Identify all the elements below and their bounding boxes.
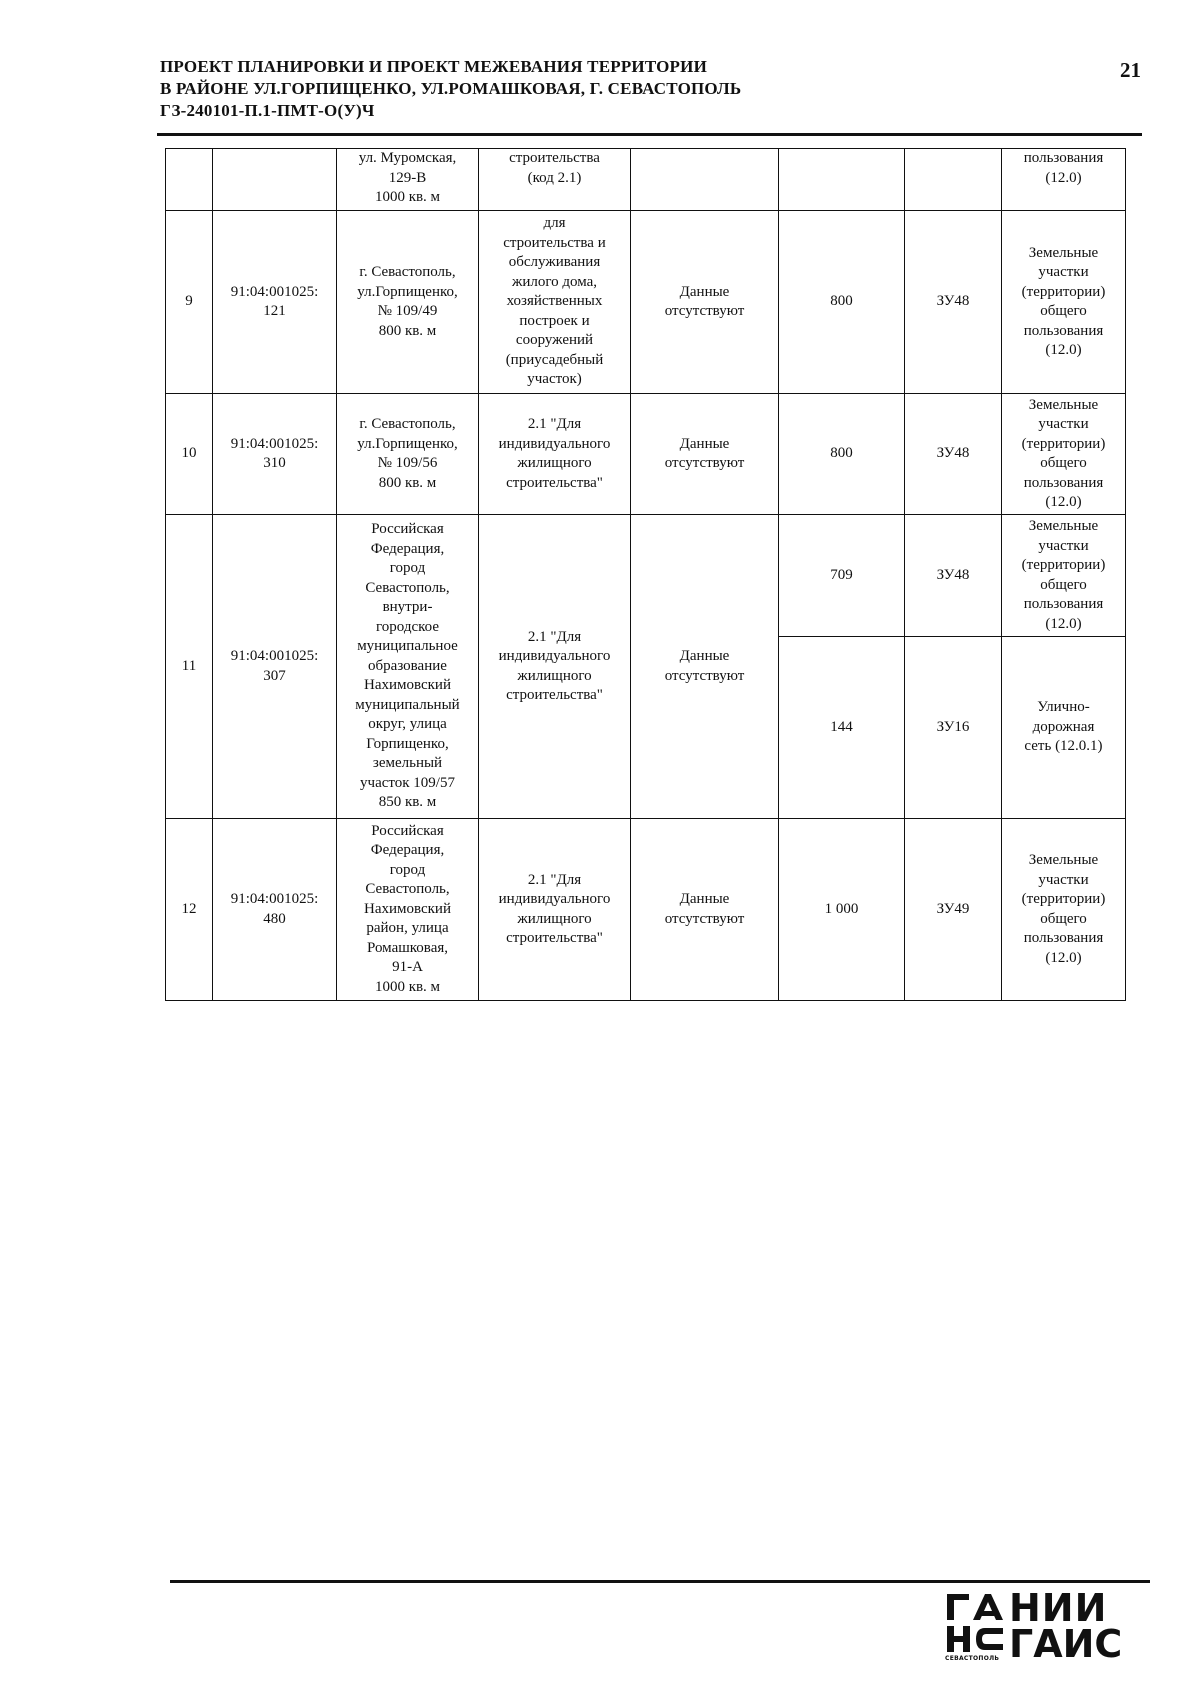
cell-num: 11 [166,515,213,819]
cell-line: 91:04:001025: [230,435,319,452]
cell-purpose [479,819,631,1001]
cell-line: 2.1 "Для [527,416,582,432]
cell-line: 800 кв. м [378,474,437,491]
cell-line: 91:04:001025: [230,891,319,907]
cell-line: пользования [1023,322,1104,339]
cell-line: Данные [679,435,730,452]
cell-line: г. Севастополь, [359,264,456,280]
cell-line: образование [368,657,447,674]
cell-line: (территории) [1021,435,1106,452]
cell-line: № 109/49 [377,303,438,319]
cell-line: 121 [263,303,286,319]
cell-line: участки [1038,416,1089,432]
cell-line: 850 кв. м [378,794,437,811]
land-plots-table [165,148,1126,1001]
cell-line: (код 2.1) [527,169,582,186]
cell-line: округ, улица [368,716,447,733]
cell-line: участки [1038,537,1089,554]
cell-line: 2.1 "Для [527,871,582,888]
cell-address [337,149,479,211]
cell-line: строительства" [506,687,603,703]
table-row [166,819,1126,1001]
cell-line: хозяйственных [506,293,603,310]
cell-line: участок) [527,371,582,388]
cell-line: (12.0) [1045,615,1082,632]
footer-divider [170,1580,1150,1583]
cell-zu: ЗУ48 [905,394,1002,515]
cell-address [337,394,479,515]
cell-address [337,211,479,394]
cell-line: (12.0) [1045,342,1082,358]
logo-subtitle: СЕВАСТОПОЛЬ [945,1655,1000,1662]
cell-line: строительства [509,150,600,166]
cell-line: 91-А [392,959,423,976]
nii-gais-logo [945,1586,1145,1667]
table-row [166,394,1126,515]
cell-line: жилищного [517,455,592,471]
cell-line: Улично- [1037,699,1090,716]
cell-line: пользования [1023,596,1104,612]
cell-category [1002,637,1126,819]
cell-zu: ЗУ48 [905,515,1002,637]
cell-line: участки [1038,871,1089,888]
logo-mark-icon [945,1592,1005,1662]
cell-line: 91:04:001025: [230,648,319,664]
cell-category [1002,211,1126,394]
cell-line: Севастополь, [365,881,450,898]
cell-line: 1000 кв. м [374,189,441,205]
cell-line: отсутствуют [664,303,745,319]
header-title-line-2: В РАЙОНЕ УЛ.ГОРПИЩЕНКО, УЛ.РОМАШКОВАЯ, Г. СЕВАСТОПОЛЬ [160,79,742,98]
cell-line: строительства и [503,234,606,251]
cell-line: пользования [1023,930,1104,946]
cell-line: ул. Муромская, [358,150,457,166]
cell-line: Севастополь, [365,579,450,596]
cell-line: 129-В [388,169,427,186]
cell-line: сооружений [515,332,594,349]
cell-num [166,149,213,211]
cell-num: 9 [166,211,213,394]
cell-zu: ЗУ16 [905,637,1002,819]
cell-area: 144 [779,637,905,819]
page-number: 21 [1120,58,1141,82]
cell-line: ул.Горпищенко, [357,435,458,452]
cell-line: общего [1040,303,1087,319]
cell-num: 12 [166,819,213,1001]
cell-rights [631,515,779,819]
cell-line: Нахимовский [363,900,451,917]
cell-category [1002,149,1126,211]
cell-line: Горпищенко, [366,735,449,752]
cell-purpose [479,211,631,394]
cell-line: отсутствуют [664,667,745,684]
cell-zu: ЗУ48 [905,211,1002,394]
table-row [166,515,1126,637]
cell-line: общего [1040,576,1087,593]
header-divider [157,133,1142,136]
cell-line: Ромашковая, [367,939,448,956]
cell-line: Российская [371,521,444,538]
cell-line: 800 кв. м [378,322,437,339]
cell-line: городское [375,618,439,635]
cell-line: индивидуального [498,648,611,664]
cell-line: Земельные [1028,518,1099,534]
cell-line: ул.Горпищенко, [357,283,458,300]
document-code: ГЗ-240101-П.1-ПМТ-О(У)Ч [160,101,375,120]
cell-line: участок 109/57 [360,774,455,791]
cell-line: Данные [679,891,730,907]
cell-line: (12.0) [1045,949,1082,966]
cell-category [1002,515,1126,637]
cell-category [1002,819,1126,1001]
cell-line: пользования [1023,474,1104,491]
cell-line: (территории) [1021,891,1106,907]
cell-line: 480 [263,910,286,927]
cell-purpose [479,394,631,515]
cell-area [779,149,905,211]
cell-line: строительства" [506,474,603,491]
cell-rights [631,211,779,394]
cell-cadastral [213,211,337,394]
cell-line: 310 [263,455,286,471]
cell-line: 2.1 "Для [527,628,582,645]
cell-line: муниципальный [355,696,460,713]
cell-line: построек и [519,312,590,329]
cell-line: Федерация, [370,842,445,859]
cell-line: Данные [679,283,730,300]
document-header [160,56,1060,122]
cell-line: внутри- [382,599,433,616]
cell-line: для [543,215,566,232]
cell-line: отсутствуют [664,910,745,927]
cell-line: участки [1038,264,1089,280]
cell-area: 1 000 [779,819,905,1001]
cell-zu [905,149,1002,211]
cell-line: Федерация, [370,540,445,557]
cell-line: город [389,861,426,878]
cell-line: № 109/56 [377,455,438,471]
cell-line: г. Севастополь, [359,416,456,432]
cell-line: (приусадебный [505,351,604,368]
cell-line: 1000 кв. м [374,978,441,995]
logo-text-line-2: ГАИС [1009,1622,1123,1666]
cell-rights [631,819,779,1001]
cell-line: общего [1040,910,1087,927]
cell-address [337,515,479,819]
cell-line: Российская [371,822,444,839]
cell-rights [631,149,779,211]
cell-line: жилищного [517,910,592,927]
cell-line: муниципальное [357,638,458,655]
cell-line: жилищного [517,667,592,684]
cell-line: город [389,560,426,577]
cell-line: строительства" [506,930,603,946]
cell-area: 709 [779,515,905,637]
cell-line: район, улица [366,920,449,937]
cell-purpose [479,515,631,819]
cell-line: индивидуального [498,435,611,452]
cell-cadastral [213,819,337,1001]
cell-line: дорожная [1032,718,1095,735]
cell-cadastral [213,149,337,211]
cell-line: отсутствуют [664,455,745,471]
logo-text-line-1: НИИ [1009,1586,1108,1630]
cell-line: (территории) [1021,283,1106,300]
cell-line: Данные [679,648,730,664]
cell-line: Земельные [1028,852,1099,868]
cell-address [337,819,479,1001]
cell-line: жилого дома, [511,273,598,290]
cell-line: (12.0) [1045,494,1082,510]
header-title-line-1: ПРОЕКТ ПЛАНИРОВКИ И ПРОЕКТ МЕЖЕВАНИЯ ТЕРРИТОРИИ [160,57,707,76]
cell-line: Земельные [1028,396,1099,413]
cell-zu: ЗУ49 [905,819,1002,1001]
cell-line: индивидуального [498,891,611,907]
cell-rights [631,394,779,515]
cell-line: сеть (12.0.1) [1024,738,1103,755]
cell-line: Нахимовский [363,677,451,694]
cell-line: 91:04:001025: [230,283,319,300]
cell-line: обслуживания [508,254,601,271]
cell-line: земельный [372,755,443,772]
cell-cadastral [213,394,337,515]
cell-category [1002,394,1126,515]
cell-line: 307 [263,667,286,684]
table-row [166,211,1126,394]
cell-num: 10 [166,394,213,515]
cell-area: 800 [779,211,905,394]
cell-line: общего [1040,455,1087,471]
table-row-continuation [166,149,1126,211]
cell-purpose [479,149,631,211]
cell-cadastral [213,515,337,819]
cell-line: Земельные [1028,244,1099,261]
cell-line: (12.0) [1045,169,1082,186]
cell-line: (территории) [1021,557,1106,573]
cell-line: пользования [1023,150,1104,166]
cell-area: 800 [779,394,905,515]
